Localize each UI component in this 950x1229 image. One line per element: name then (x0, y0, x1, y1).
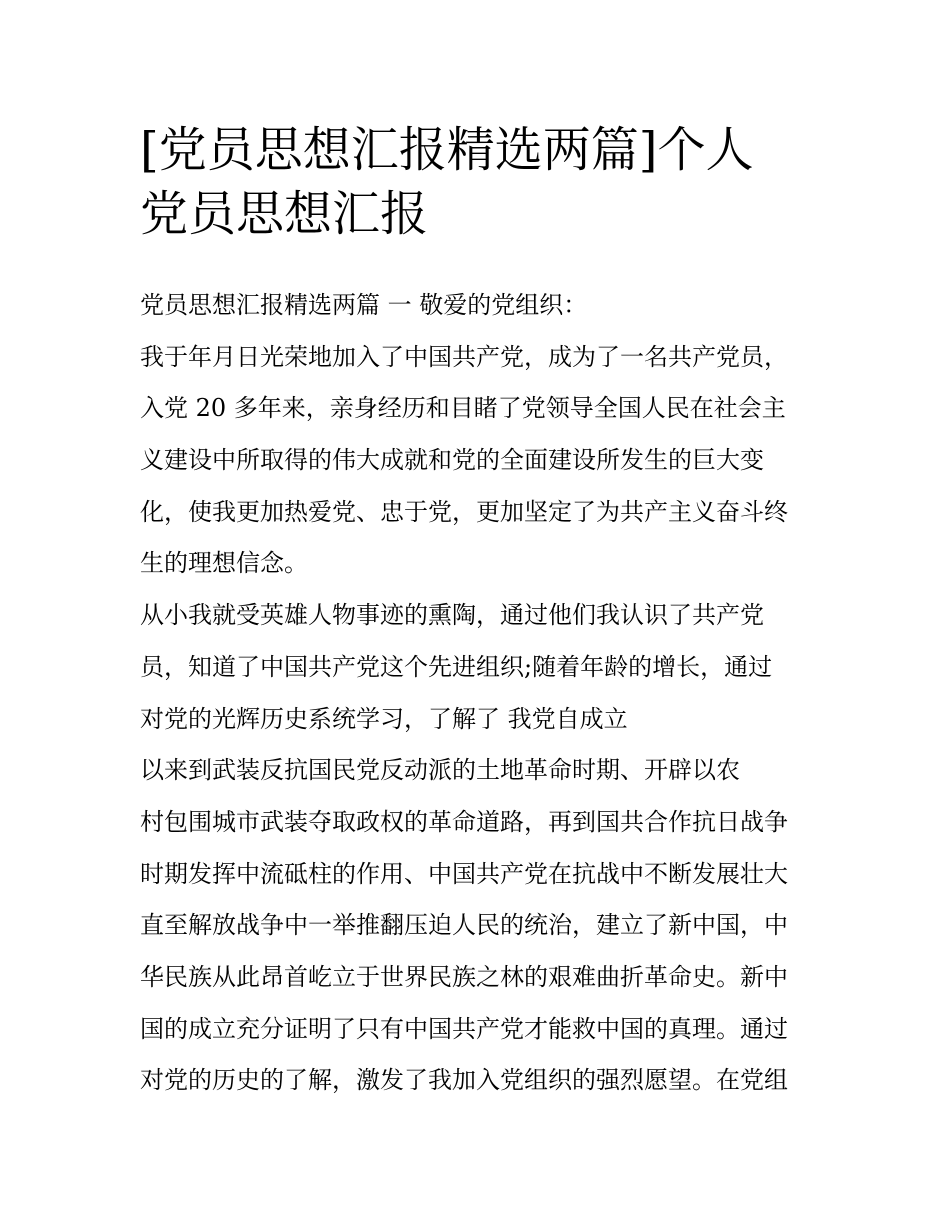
body-line-3: 入党 20 多年来，亲身经历和目睹了党领导全国人民在社会主 (140, 394, 786, 423)
document-title (140, 118, 830, 246)
title-line-2: 党员思想汇报 (140, 186, 429, 242)
document-body (140, 280, 820, 1107)
body-line-9: 对党的光辉历史系统学习，了解了 我党自成立 (140, 704, 628, 733)
body-line-2: 我于年月日光荣地加入了中国共产党，成为了一名共产党员， (140, 342, 788, 371)
body-line-13: 直至解放战争中一举推翻压迫人民的统治，建立了新中国，中 (140, 911, 788, 940)
body-line-14: 华民族从此昂首屹立于世界民族之林的艰难曲折革命史。新中 (140, 962, 788, 991)
body-line-16: 对党的历史的了解，激发了我加入党组织的强烈愿望。在党组 (140, 1066, 788, 1095)
body-line-10: 以来到武装反抗国民党反动派的土地革命时期、开辟以农 (140, 756, 740, 785)
body-line-5: 化，使我更加热爱党、忠于党，更加坚定了为共产主义奋斗终 (140, 497, 788, 526)
body-line-7: 从小我就受英雄人物事迹的熏陶，通过他们我认识了共产党 (140, 601, 764, 630)
body-line-8: 员，知道了中国共产党这个先进组织;随着年龄的增长，通过 (140, 652, 773, 681)
body-line-15: 国的成立充分证明了只有中国共产党才能救中国的真理。通过 (140, 1014, 788, 1043)
body-line-1: 党员思想汇报精选两篇 一 敬爱的党组织： (140, 291, 588, 319)
body-line-6: 生的理想信念。 (140, 549, 308, 578)
body-line-4: 义建设中所取得的伟大成就和党的全面建设所发生的巨大变 (140, 446, 764, 475)
body-line-12: 时期发挥中流砥柱的作用、中国共产党在抗战中不断发展壮大 (140, 859, 788, 888)
body-line-11: 村包围城市武装夺取政权的革命道路，再到国共合作抗日战争 (140, 807, 788, 836)
title-line-1: [党员思想汇报精选两篇]个人 (140, 122, 754, 178)
